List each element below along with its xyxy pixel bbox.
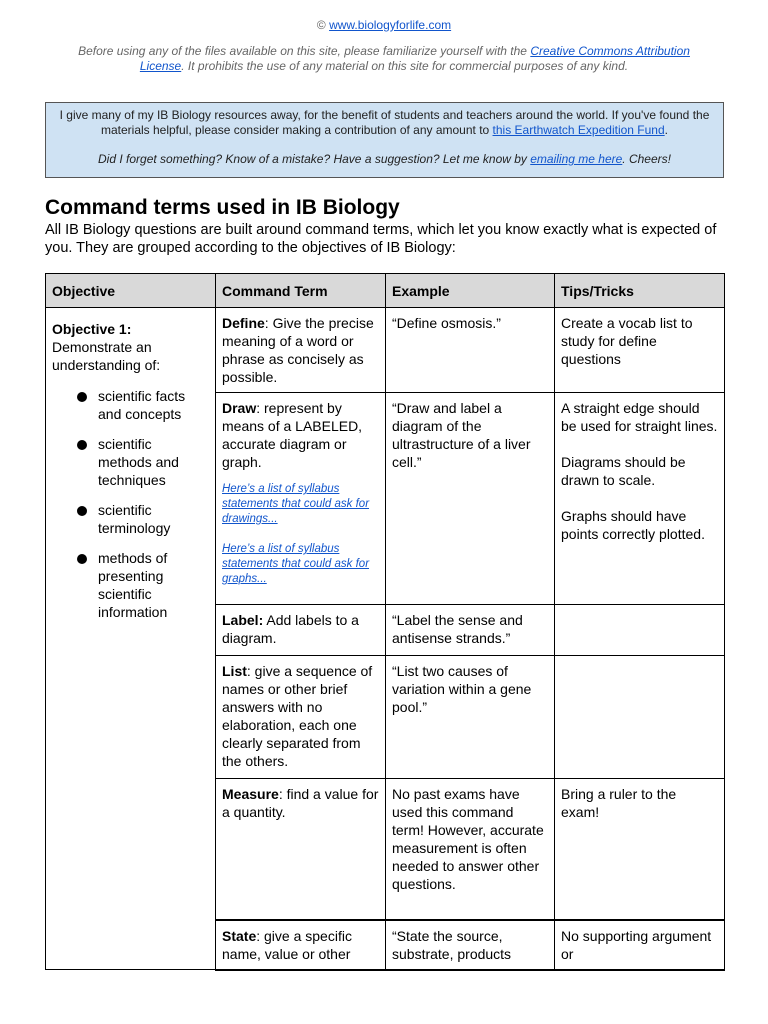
feedback-line — [54, 152, 715, 167]
command-terms-table — [45, 273, 725, 971]
donation-notice-box — [45, 102, 724, 178]
tips-cell — [555, 605, 725, 656]
list-item: scientific facts and concepts — [77, 387, 209, 423]
list-item: methods of presenting scientific information — [77, 549, 209, 621]
example-cell: “Label the sense and antisense strands.” — [386, 605, 555, 656]
header-objective: Objective — [46, 274, 216, 308]
graphs-syllabus-link[interactable]: Here’s a list of syllabus statements that could ask for graphs... — [222, 543, 370, 585]
donation-suffix: . — [664, 123, 668, 137]
example-cell: “List two causes of variation within a gene pool.” — [386, 656, 555, 779]
document-title: Command terms used in IB Biology — [45, 196, 400, 219]
feedback-prefix: Did I forget something? Know of a mistake? Have a suggestion? Let me know by — [98, 152, 531, 166]
donation-prefix: I give many of my IB Biology resources away, for the benefit of students and teachers around the world. If you've found the materials helpful, please consider making a contribution of any amount to — [59, 108, 710, 137]
tips-cell: Create a vocab list to study for define questions — [555, 308, 725, 393]
header-example: Example — [386, 274, 555, 308]
tips-cell: A straight edge should be used for straight lines. Diagrams should be drawn to scale. Graphs should have points correctly plotted. — [555, 393, 725, 605]
example-cell: “State the source, substrate, products — [386, 920, 555, 970]
document-intro: All IB Biology questions are built around command terms, which let you know exactly what is expected of you. They are grouped according to the objectives of IB Biology: — [45, 222, 717, 256]
command-term: Draw — [222, 400, 257, 416]
header-command-term: Command Term — [216, 274, 386, 308]
command-definition: Add labels to a diagram. — [222, 612, 359, 646]
tips-cell: Bring a ruler to the exam! — [555, 779, 725, 920]
command-term: State — [222, 927, 257, 944]
copyright-symbol: © — [316, 18, 326, 32]
list-item: scientific terminology — [77, 501, 209, 537]
license-suffix: . It prohibits the use of any material on this site for commercial purposes of any kind. — [181, 59, 629, 73]
objective-title: Objective 1: — [52, 321, 132, 337]
objective-text: Demonstrate an understanding of: — [52, 339, 161, 373]
drawings-syllabus-link[interactable]: Here’s a list of syllabus statements that could ask for drawings... — [222, 483, 370, 525]
objective-list — [52, 387, 209, 621]
example-cell: “Draw and label a diagram of the ultrastructure of a liver cell.” — [386, 393, 555, 605]
tips-cell: No supporting argument or — [555, 920, 725, 970]
list-item: scientific methods and techniques — [77, 435, 209, 489]
bullet-icon — [77, 506, 87, 516]
command-definition: : represent by means of a LABELED, accurate diagram or graph. — [222, 400, 363, 470]
command-definition: : Give the precise meaning of a word or phrase as concisely as possible. — [222, 315, 374, 385]
header-tips: Tips/Tricks — [555, 274, 725, 308]
command-term: Define — [222, 315, 265, 331]
earthwatch-link[interactable]: this Earthwatch Expedition Fund — [492, 123, 665, 137]
command-term: Measure — [222, 786, 279, 802]
command-term-cell — [216, 393, 386, 605]
command-term-cell — [216, 605, 386, 656]
email-link[interactable]: emailing me here — [530, 152, 623, 166]
bullet-icon — [77, 554, 87, 564]
command-definition: : give a sequence of names or other brief answers with no elaboration, each one clearly separated from the others. — [222, 663, 373, 769]
bullet-icon — [77, 440, 87, 450]
command-term-cell — [216, 656, 386, 779]
command-term-cell — [216, 920, 386, 970]
license-link[interactable]: Creative Commons Attribution License — [139, 44, 690, 73]
table-header-row — [46, 274, 725, 308]
license-prefix: Before using any of the files available on this site, please familiarize yourself with the — [78, 44, 531, 58]
site-link[interactable]: www.biologyforlife.com — [329, 18, 452, 32]
table-row — [46, 308, 725, 393]
command-term: List — [222, 663, 247, 679]
donation-line — [54, 108, 715, 138]
bullet-icon — [77, 392, 87, 402]
command-term-cell — [216, 779, 386, 920]
example-cell: No past exams have used this command term! However, accurate measurement is often needed to answer other questions. — [386, 779, 555, 920]
tips-cell — [555, 656, 725, 779]
command-term: Label: — [222, 612, 264, 628]
license-notice — [56, 44, 712, 74]
example-cell: “Define osmosis.” — [386, 308, 555, 393]
command-definition: : give a specific name, value or other — [222, 927, 352, 962]
feedback-suffix: . Cheers! — [622, 152, 671, 166]
command-definition: : find a value for a quantity. — [222, 786, 379, 820]
objective-cell — [46, 308, 216, 970]
command-term-cell — [216, 308, 386, 393]
copyright-line — [0, 18, 768, 32]
